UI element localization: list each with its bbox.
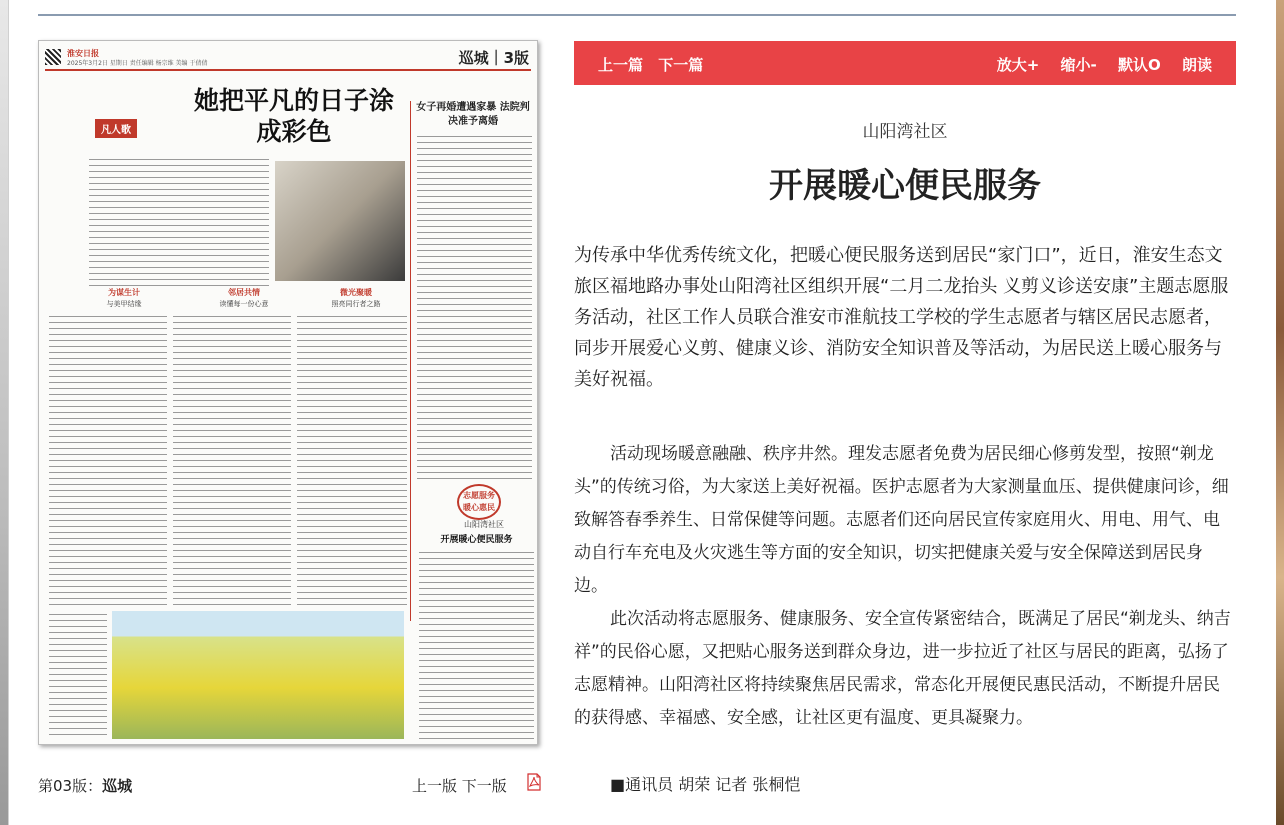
text-block (49, 313, 167, 605)
article-byline: ■通讯员 胡荣 记者 张桐恺 (610, 775, 801, 794)
nail-artist-photo (275, 161, 405, 281)
article-paragraph: 此次活动将志愿服务、健康服务、安全宣传紧密结合，既满足了居民“剃龙头、纳吉祥”的民俗心愿，又把贴心服务送到群众身边，进一步拉近了社区与居民的距离，弘扬了志愿精神。山阳湾社区将持续聚焦居民需求，常态化开展便民惠民活动，不断提升居民的获得感、幸福感、安全感，让社区更有温度、更具凝聚力。 (574, 609, 1231, 728)
edition-label (38, 775, 132, 796)
text-block (417, 133, 532, 483)
flower-field-photo (112, 611, 404, 739)
reset-zoom-button[interactable]: 默认O (1117, 56, 1161, 74)
background-strip-left (0, 0, 8, 825)
column-badge: 凡人歌 (95, 119, 137, 138)
article-nav (598, 54, 713, 75)
text-block (49, 611, 107, 739)
edition-nav (412, 775, 507, 796)
text-block (173, 313, 291, 605)
article-paragraph: 活动现场暖意融融、秩序井然。理发志愿者免费为居民细心修剪发型，按照“剃龙头”的传统习俗，为大家送上美好祝福。医护志愿者为大家测量血压、提供健康问诊，细致解答春季养生、日常保健等问题。志愿者们还向居民宣传家庭用火、用电、用气、电动自行车充电及火灾逃生等方面的安全知识，切实把健康关爱与安全保障送到居民身边。 (574, 444, 1229, 596)
edition-name[interactable]: 巡城 (102, 777, 133, 795)
text-block (89, 156, 269, 291)
newspaper-meta: 2025年3月2日 星期日 责任编辑 杨宗维 美编 于倩倩 (67, 60, 208, 67)
background-strip-right (1276, 0, 1284, 825)
article-kicker: 山阳湾社区 (862, 122, 948, 142)
newspaper-logo: 淮安日报 (67, 49, 99, 58)
newspaper-section: 巡城｜3版 (458, 49, 529, 67)
prev-article-link[interactable]: 上一篇 (598, 56, 644, 74)
zoom-in-button[interactable]: 放大+ (996, 56, 1040, 74)
column-divider (410, 101, 411, 621)
article-title: 开展暖心便民服务 (769, 166, 1041, 206)
article-toolbar (574, 41, 1236, 85)
article-paragraph: 为传承中华优秀传统文化，把暖心便民服务送到居民“家门口”，近日，淮安生态文旅区福地路办事处山阳湾社区组织开展“二月二龙抬头 义剪义诊送安康”主题志愿服务活动，社区工作人员联合淮安市淮航技工学校的学生志愿者与辖区居民志愿者，同步开展爱心义剪、健康义诊、消防安全知识普及等活动，为居民送上暖心服务与美好祝福。 (574, 245, 1229, 390)
column-title: 邻居共情 (228, 288, 260, 297)
read-aloud-button[interactable]: 朗读 (1181, 56, 1212, 74)
newspaper-headline[interactable]: 她把平凡的日子涂成彩色 (193, 86, 394, 146)
mini-section: 山阳湾社区 (464, 520, 504, 529)
prev-edition-link[interactable]: 上一版 (412, 777, 458, 795)
zoom-out-button[interactable]: 缩小- (1060, 56, 1097, 74)
column-subtitle: 读懂每一份心意 (219, 300, 269, 308)
column-title: 微光聚暖 (340, 288, 372, 297)
qr-code-icon (45, 49, 61, 65)
newspaper-page-image[interactable] (38, 40, 538, 745)
edition-prefix: 第03版： (38, 777, 103, 795)
newspaper-masthead (45, 47, 531, 71)
volunteer-service-sticker: 志愿服务 暖心惠民 (457, 484, 501, 520)
next-edition-link[interactable]: 下一版 (461, 777, 507, 795)
column-subtitle: 与美甲结缘 (106, 300, 142, 308)
mini-headline[interactable]: 开展暖心便民服务 (440, 535, 513, 545)
text-block (419, 549, 534, 739)
pdf-icon[interactable] (526, 773, 542, 791)
side-story-title[interactable]: 女子再婚遭遇家暴 法院判决准予离婚 (416, 102, 530, 127)
next-article-link[interactable]: 下一篇 (658, 56, 704, 74)
column-subtitle: 照亮同行者之路 (331, 300, 381, 308)
text-block (297, 313, 407, 605)
top-divider (38, 14, 1236, 16)
column-title: 为谋生计 (108, 288, 140, 297)
reading-tools (981, 54, 1212, 75)
